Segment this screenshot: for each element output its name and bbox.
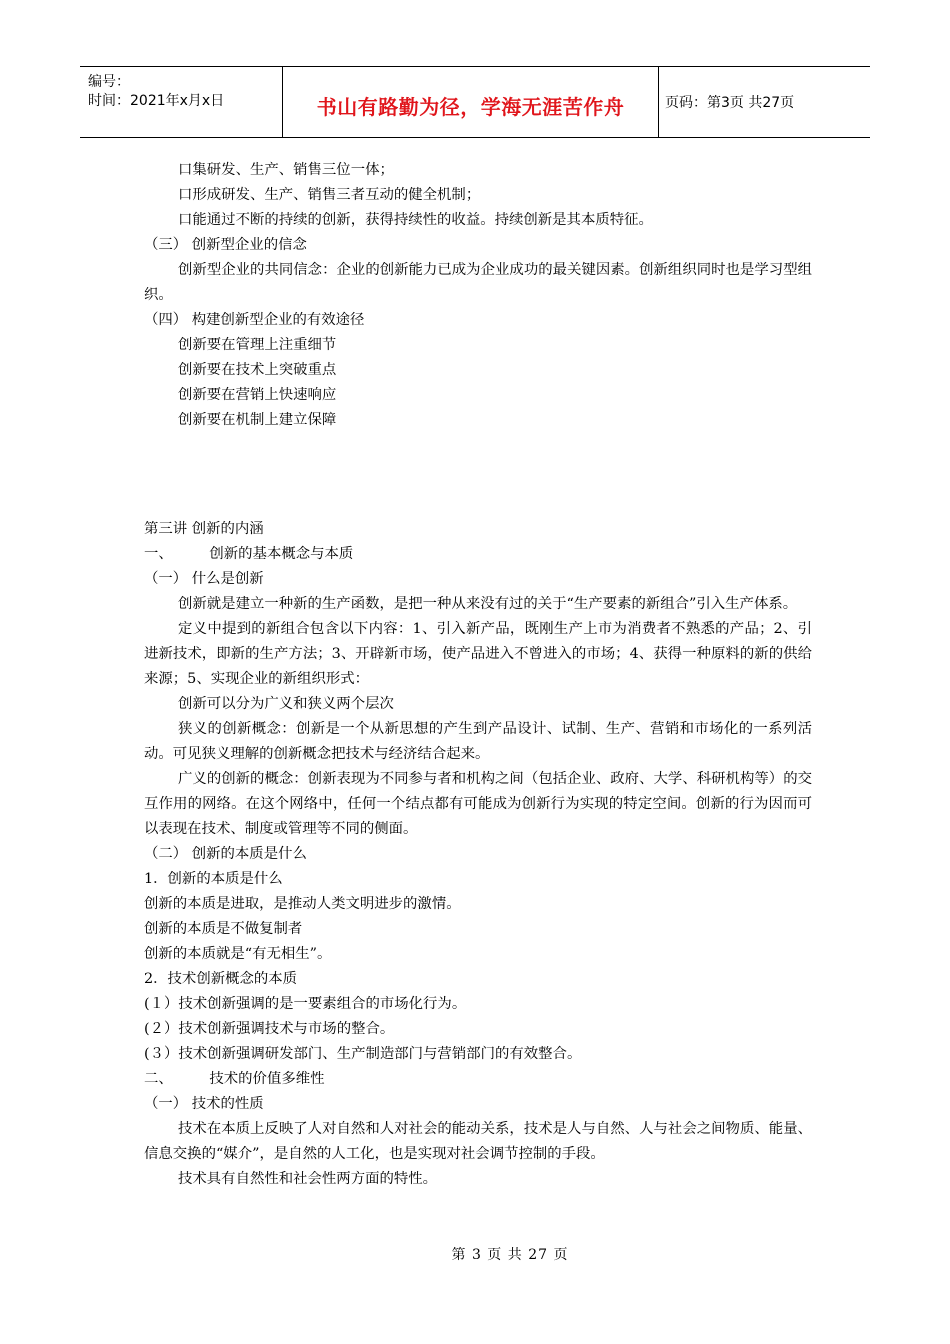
bullet-line: 口形成研发、生产、销售三者互动的健全机制； — [178, 187, 481, 203]
numbered-item: (３）技术创新强调研发部门、生产制造部门与营销部门的有效整合。 — [144, 1046, 582, 1062]
section-heading: （四） 构建创新型企业的有效途径 — [144, 312, 365, 328]
list-item: 创新要在技术上突破重点 — [178, 362, 337, 378]
bullet-line: 口能通过不断的持续的创新，获得持续性的收益。持续创新是其本质特征。 — [178, 212, 653, 228]
time-label: 时间：2021年x月x日 — [88, 93, 225, 109]
section-heading: 一、 创新的基本概念与本质 — [144, 546, 354, 562]
section-heading: （三） 创新型企业的信念 — [144, 237, 307, 253]
numbered-heading: 1．创新的本质是什么 — [144, 871, 283, 887]
paragraph: 创新就是建立一种新的生产函数，是把一种从来没有过的关于“生产要素的新组合”引入生产体系。 — [178, 596, 798, 612]
paragraph: 创新型企业的共同信念：企业的创新能力已成为企业成功的最关键因素。创新组织同时也是学习型组织。 — [144, 262, 812, 303]
header-page-label: 页码：第3页 共27页 — [665, 95, 795, 111]
header-motto: 书山有路勤为径，学海无涯苦作舟 — [283, 67, 659, 137]
list-item: 创新要在管理上注重细节 — [178, 337, 337, 353]
page-header — [80, 66, 870, 138]
numbered-item: (２）技术创新强调技术与市场的整合。 — [144, 1021, 395, 1037]
subsection-heading: （二） 创新的本质是什么 — [144, 846, 307, 862]
subsection-heading: （一） 技术的性质 — [144, 1096, 264, 1112]
code-label: 编号： — [88, 74, 130, 90]
section-heading: 二、 技术的价值多维性 — [144, 1071, 325, 1087]
paragraph: 技术具有自然性和社会性两方面的特性。 — [178, 1171, 438, 1187]
numbered-item: (１）技术创新强调的是一要素组合的市场化行为。 — [144, 996, 467, 1012]
paragraph: 广义的创新的概念：创新表现为不同参与者和机构之间（包括企业、政府、大学、科研机构等）的交互作用的网络。在这个网络中，任何一个结点都有可能成为创新行为实现的特定空间。创新的行为因而可以表现在技术、制度或管理等不同的侧面。 — [144, 771, 812, 837]
lecture-title: 第三讲 创新的内涵 — [144, 521, 264, 537]
spacer — [144, 433, 812, 517]
paragraph: 狭义的创新概念：创新是一个从新思想的产生到产品设计、试制、生产、营销和市场化的一系列活动。可见狭义理解的创新概念把技术与经济结合起来。 — [144, 721, 812, 762]
list-item: 创新要在营销上快速响应 — [178, 387, 337, 403]
list-item: 创新要在机制上建立保障 — [178, 412, 337, 428]
statement-line: 创新的本质是不做复制者 — [144, 921, 303, 937]
bullet-line: 口集研发、生产、销售三位一体； — [178, 162, 394, 178]
numbered-heading: 2．技术创新概念的本质 — [144, 971, 298, 987]
statement-line: 创新的本质是进取，是推动人类文明进步的激情。 — [144, 896, 461, 912]
document-body — [144, 158, 812, 1192]
page-footer: 第 3 页 共 27 页 — [451, 1247, 569, 1263]
header-left-cell — [80, 67, 283, 137]
paragraph: 技术在本质上反映了人对自然和人对社会的能动关系，技术是人与自然、人与社会之间物质、能量、信息交换的“媒介”，是自然的人工化，也是实现对社会调节控制的手段。 — [144, 1121, 812, 1162]
subsection-heading: （一） 什么是创新 — [144, 571, 264, 587]
statement-line: 创新的本质就是“有无相生”。 — [144, 946, 332, 962]
paragraph: 定义中提到的新组合包含以下内容：1、引入新产品，既刚生产上市为消费者不熟悉的产品；2、引进新技术，即新的生产方法；3、开辟新市场，使产品进入不曾进入的市场；4、获得一种原料的新的供给来源；5、实现企业的新组织形式： — [144, 621, 812, 687]
paragraph: 创新可以分为广义和狭义两个层次 — [178, 696, 394, 712]
